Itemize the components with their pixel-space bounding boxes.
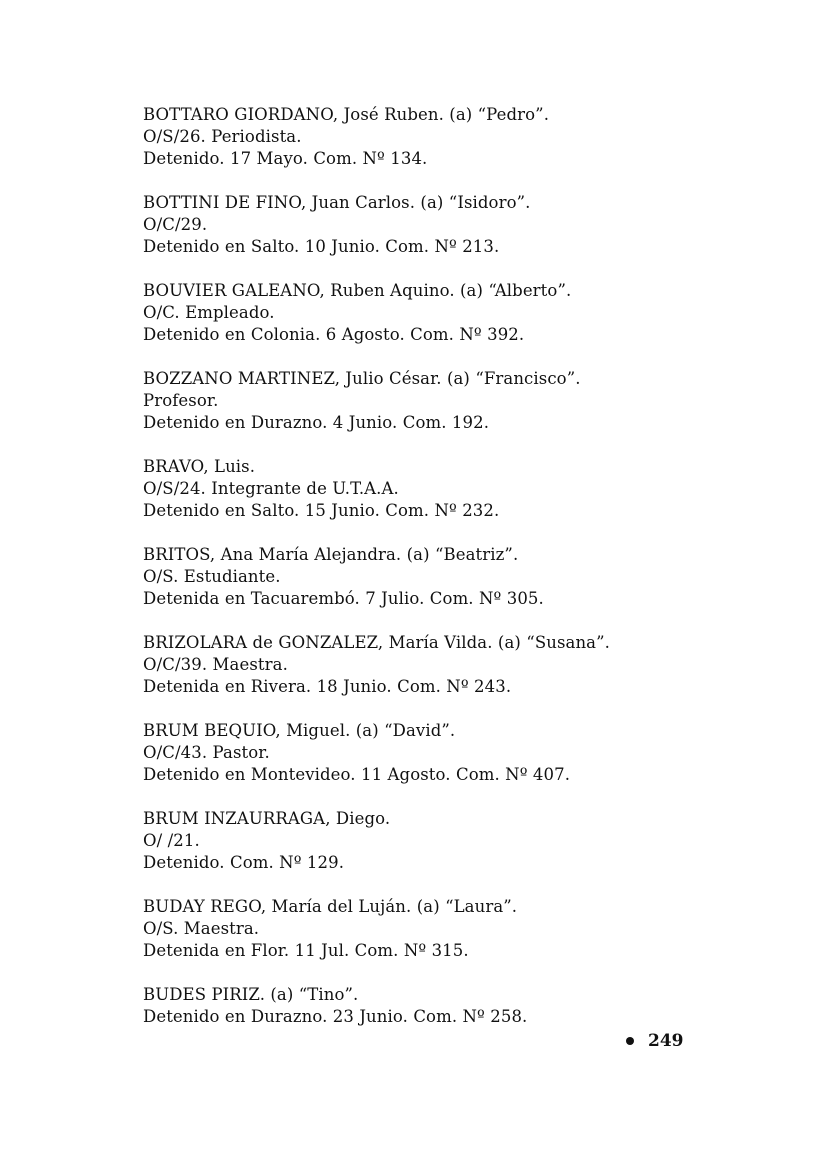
list-item	[143, 280, 763, 368]
list-item	[143, 192, 763, 280]
entry-name-line: BUDES PIRIZ. (a) “Tino”.	[143, 985, 359, 1004]
entry-status-line: Detenida en Flor. 11 Jul. Com. Nº 315.	[143, 941, 469, 960]
bullet-icon	[626, 1037, 634, 1045]
entry-detail-line: O/C/29.	[143, 215, 208, 234]
entry-status-line: Detenido. 17 Mayo. Com. Nº 134.	[143, 149, 428, 168]
list-item	[143, 104, 763, 192]
entry-detail-line: O/C/39. Maestra.	[143, 655, 288, 674]
entry-name-line: BUDAY REGO, María del Luján. (a) “Laura”.	[143, 897, 518, 916]
entry-name-line: BRIZOLARA de GONZALEZ, María Vilda. (a) “Susana”.	[143, 633, 610, 652]
list-item	[143, 368, 763, 456]
entry-detail-line: O/ /21.	[143, 831, 200, 850]
list-item	[143, 456, 763, 544]
entry-name-line: BOZZANO MARTINEZ, Julio César. (a) “Francisco”.	[143, 369, 581, 388]
entry-status-line: Detenido en Montevideo. 11 Agosto. Com. Nº 407.	[143, 765, 571, 784]
entry-name-line: BOTTARO GIORDANO, José Ruben. (a) “Pedro”.	[143, 105, 550, 124]
entry-name-line: BOTTINI DE FINO, Juan Carlos. (a) “Isidoro”.	[143, 193, 531, 212]
entry-detail-line: O/C/43. Pastor.	[143, 743, 270, 762]
entry-status-line: Detenido en Salto. 15 Junio. Com. Nº 232.	[143, 501, 500, 520]
list-item	[143, 720, 763, 808]
entry-name-line: BRAVO, Luis.	[143, 457, 256, 476]
entry-name-line: BRITOS, Ana María Alejandra. (a) “Beatriz”.	[143, 545, 519, 564]
entry-status-line: Detenido. Com. Nº 129.	[143, 853, 345, 872]
entry-detail-line: Profesor.	[143, 391, 219, 410]
entry-detail-line: O/S. Estudiante.	[143, 567, 281, 586]
entry-detail-line: O/C. Empleado.	[143, 303, 275, 322]
list-item	[143, 632, 763, 720]
entry-status-line: Detenido en Salto. 10 Junio. Com. Nº 213.	[143, 237, 500, 256]
list-item	[143, 544, 763, 632]
entry-detail-line: O/S/26. Periodista.	[143, 127, 302, 146]
entry-status-line: Detenida en Rivera. 18 Junio. Com. Nº 243.	[143, 677, 512, 696]
entry-name-line: BOUVIER GALEANO, Ruben Aquino. (a) “Alberto”.	[143, 281, 572, 300]
list-item	[143, 896, 763, 984]
entry-list	[143, 104, 763, 1072]
entry-detail-line: O/S. Maestra.	[143, 919, 260, 938]
entry-status-line: Detenido en Durazno. 23 Junio. Com. Nº 258.	[143, 1007, 528, 1026]
entry-status-line: Detenida en Tacuarembó. 7 Julio. Com. Nº 305.	[143, 589, 544, 608]
list-item	[143, 808, 763, 896]
entry-name-line: BRUM INZAURRAGA, Diego.	[143, 809, 391, 828]
entry-status-line: Detenido en Durazno. 4 Junio. Com. 192.	[143, 413, 490, 432]
entry-status-line: Detenido en Colonia. 6 Agosto. Com. Nº 392.	[143, 325, 525, 344]
list-item	[143, 984, 763, 1072]
page-number: 249	[648, 1031, 684, 1051]
page-footer	[626, 1030, 684, 1052]
entry-name-line: BRUM BEQUIO, Miguel. (a) “David”.	[143, 721, 456, 740]
entry-detail-line: O/S/24. Integrante de U.T.A.A.	[143, 479, 399, 498]
